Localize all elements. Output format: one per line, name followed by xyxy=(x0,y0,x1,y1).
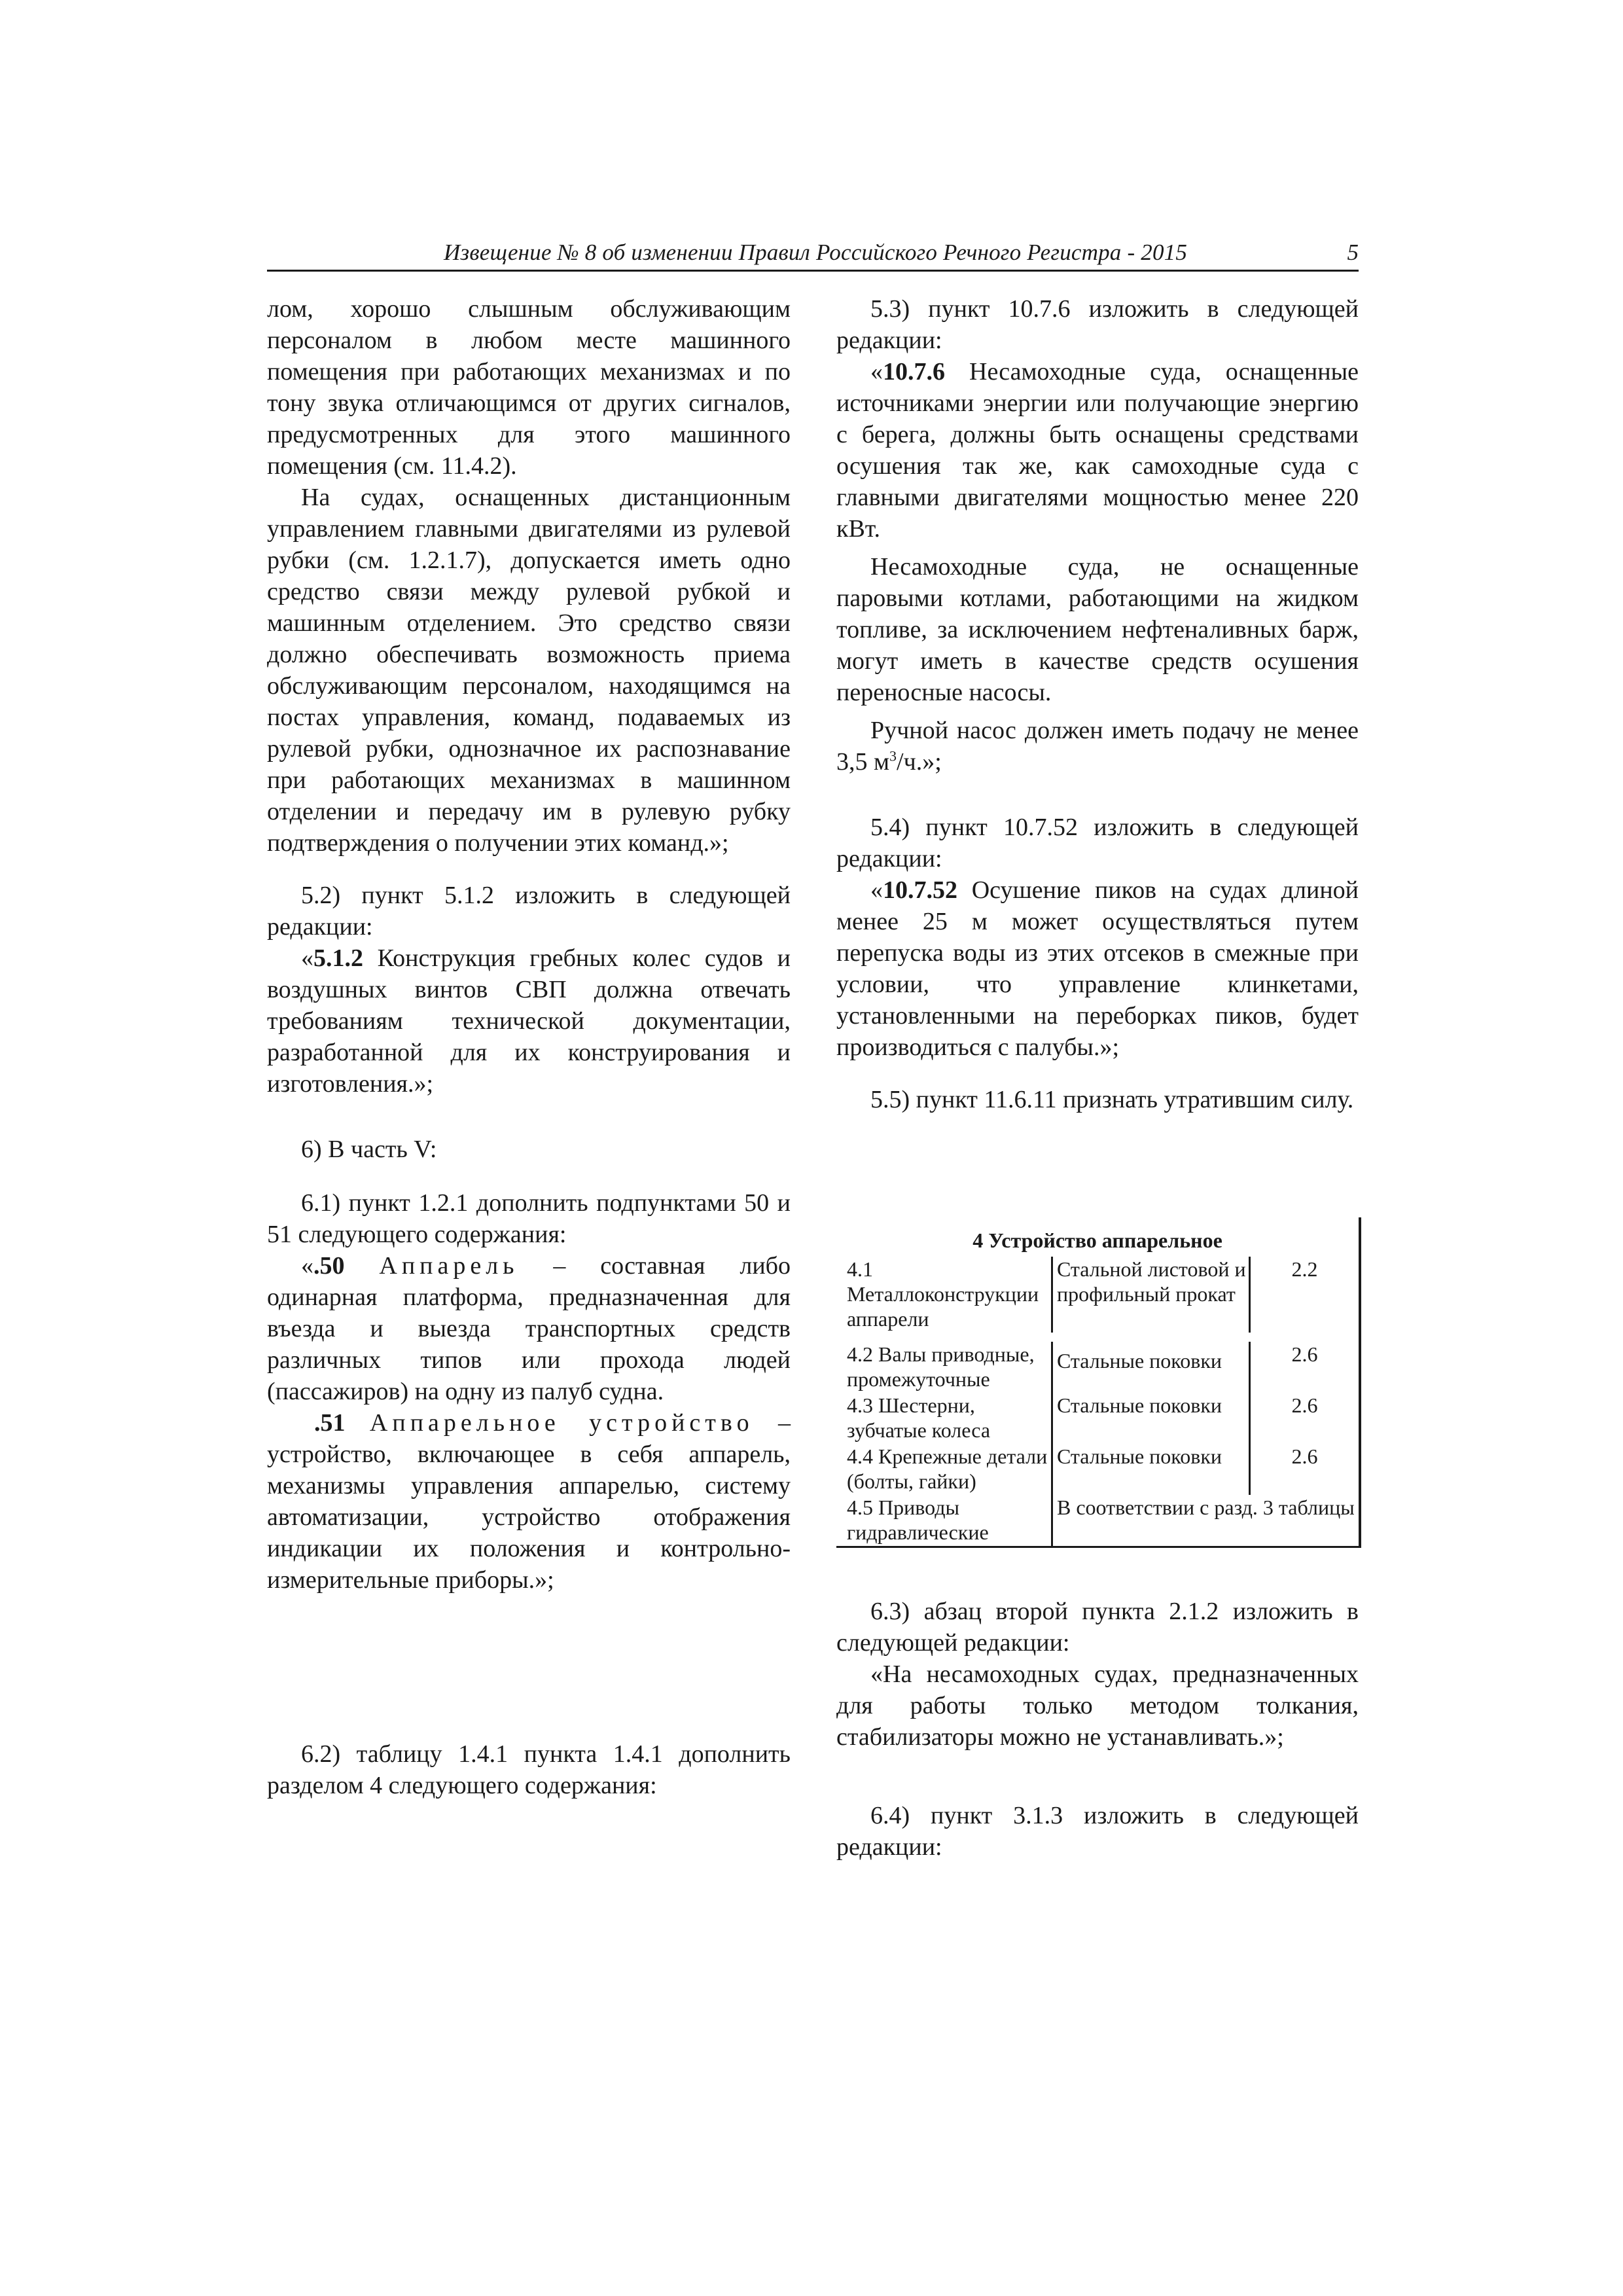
table-cell-material: В соответствии с разд. 3 таблицы xyxy=(1051,1495,1359,1546)
table-cell-item: 4.1 Металлоконструкции аппарели xyxy=(847,1257,1039,1331)
table-cell-material: Стальной листовой и профильный прокат xyxy=(1051,1257,1249,1333)
table-cell-material: Стальные поковки xyxy=(1051,1444,1249,1495)
paragraph: «10.7.52 Осушение пиков на судах длиной менее 25 м может осуществляться путем перепуска воды из этих отсеков в смежные при условии, что управление клинкетами, установленными на переборках пиков, будет производиться с палубы.»; xyxy=(836,876,1359,1061)
table-row xyxy=(836,1342,1359,1393)
clause-ref: .50 xyxy=(313,1252,345,1280)
paragraph: 6.2) таблицу 1.4.1 пункта 1.4.1 дополнить разделом 4 следующего содержания: xyxy=(267,1740,791,1799)
term: Аппарельное устройство xyxy=(369,1409,754,1437)
table-cell-item: 4.3 Шестерни, зубчатые колеса xyxy=(847,1393,991,1442)
paragraph: 6.4) пункт 3.1.3 изложить в следующей редакции: xyxy=(836,1802,1359,1861)
table-row xyxy=(836,1495,1359,1546)
table-row xyxy=(836,1393,1359,1444)
table-cell-material: Стальные поковки xyxy=(1051,1393,1249,1444)
clause-ref: 10.7.52 xyxy=(883,876,957,904)
page-number: 5 xyxy=(1347,240,1359,265)
superscript: 3 xyxy=(889,747,897,764)
paragraph: лом, хорошо слышным обслуживающим персоналом в любом месте машинного помещения при работающих механизмах и по тону звука отличающимся от других сигналов, предусмотренных для этого машинного помещения (см. 11.4.2). xyxy=(267,295,791,480)
table-caption: 4 Устройство аппарельное xyxy=(972,1229,1222,1252)
paragraph: «На несамоходных судах, предназначенных для работы только методом толкания, стабилизаторы можно не устанавливать.»; xyxy=(836,1660,1359,1751)
right-column xyxy=(836,293,1359,1863)
table-cell-item: 4.4 Крепежные детали (болты, гайки) xyxy=(847,1444,1048,1493)
paragraph: 6) В часть V: xyxy=(301,1136,437,1163)
paragraph: «5.1.2 Конструкция гребных колес судов и воздушных винтов СВП должна отвечать требованиям технической документации, разработанной для их конструирования и изготовления.»; xyxy=(267,944,791,1098)
table-cell-item: 4.5 Приводы гидравлические xyxy=(847,1496,989,1544)
paragraph: На судах, оснащенных дистанционным управлением главными двигателями из рулевой рубки (см. 1.2.1.7), допускается иметь одно средство связи между рулевой рубкой и машинным отделением. Это средство связи должно обеспечивать возможность приема обслуживающим персоналом, находящимся на постах управления, команд, подаваемых из рулевой рубки, однозначное их распознавание при работающих механизмах в машинном отделении и передачу им в рулевую рубку подтверждения о получении этих команд.»; xyxy=(267,484,791,857)
table-cell-material: Стальные поковки xyxy=(1051,1342,1249,1393)
clause-ref: 10.7.6 xyxy=(883,358,945,386)
page-header xyxy=(267,237,1359,272)
table-row xyxy=(836,1257,1359,1333)
clause-ref: .51 xyxy=(314,1409,346,1437)
paragraph: 6.3) абзац второй пункта 2.1.2 изложить в следующей редакции: xyxy=(836,1598,1359,1657)
table-cell-value: 2.6 xyxy=(1249,1393,1359,1444)
paragraph: 5.3) пункт 10.7.6 изложить в следующей редакции: xyxy=(836,295,1359,354)
table-cell-value: 2.2 xyxy=(1249,1257,1359,1333)
paragraph: 6.1) пункт 1.2.1 дополнить подпунктами 50 и 51 следующего содержания: xyxy=(267,1189,791,1248)
table-cell-item: 4.2 Валы приводные, промежуточные xyxy=(847,1342,1035,1391)
paragraph: «.50 Аппарель – составная либо одинарная платформа, предназначенная для въезда и выезда транспортных средств различных типов или прохода людей (пассажиров) на одну из палуб судна. xyxy=(267,1252,791,1405)
left-column xyxy=(267,293,791,1801)
paragraph: 5.4) пункт 10.7.52 изложить в следующей редакции: xyxy=(836,814,1359,872)
paragraph: 5.5) пункт 11.6.11 признать утратившим силу. xyxy=(870,1086,1354,1113)
document-title: Извещение № 8 об изменении Правил Российского Речного Регистра - 2015 xyxy=(444,240,1188,265)
table-cell-value: 2.6 xyxy=(1249,1342,1359,1393)
paragraph: Ручной насос должен иметь подачу не менее 3,5 $м^3/ч$.»; xyxy=(836,717,1359,776)
term: Аппарель xyxy=(379,1252,519,1280)
table-row xyxy=(836,1444,1359,1495)
paragraph: Несамоходные суда, не оснащенные паровыми котлами, работающими на жидком топливе, за исключением нефтеналивных барж, могут иметь в качестве средств осушения переносные насосы. xyxy=(836,553,1359,706)
paragraph: 5.2) пункт 5.1.2 изложить в следующей редакции: xyxy=(267,882,791,941)
ramp-device-table xyxy=(836,1217,1361,1548)
clause-ref: 5.1.2 xyxy=(313,944,363,972)
paragraph: .51 Аппарельное устройство – устройство, включающее в себя аппарель, механизмы управления аппарелью, систему автоматизации, устройство отображения индикации их положения и контрольно-измерительные приборы.»; xyxy=(267,1409,791,1594)
table-cell-value: 2.6 xyxy=(1249,1444,1359,1495)
paragraph: «10.7.6 Несамоходные суда, оснащенные источниками энергии или получающие энергию с берега, должны быть оснащены средствами осушения так же, как самоходные суда с главными двигателями мощностью менее 220 кВт. xyxy=(836,358,1359,543)
